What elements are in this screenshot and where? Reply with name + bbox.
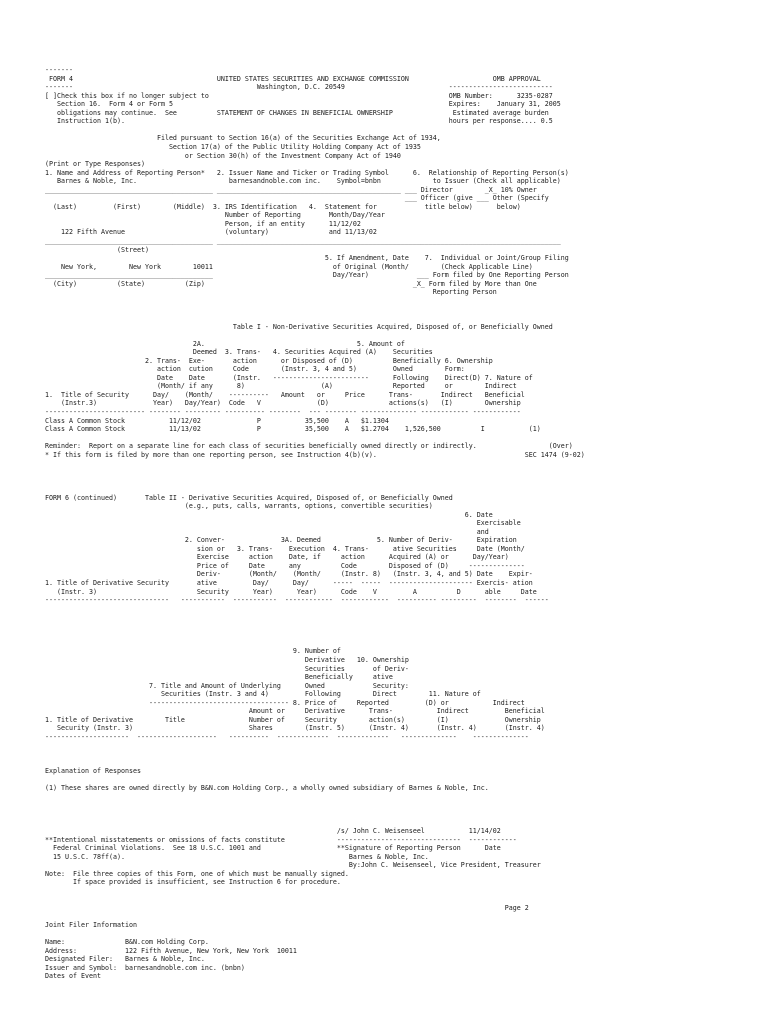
document-line: ___ Officer (give ___ Other (Specify (45, 194, 549, 203)
document-line: Section 17(a) of the Public Utility Holding Company Act of 1935 (45, 142, 421, 151)
document-line: Issuer and Symbol: barnesandnoble.com inc. (bnbn) (45, 963, 245, 972)
document-line: [ ]Check this box if no longer subject to OMB Number: 3235-0287 (45, 91, 553, 100)
document-line: Date Date (Instr. ------------------------ Following Direct(D) 7. Nature of (45, 373, 533, 382)
document-line: 9. Number of (45, 647, 341, 656)
document-line: action cution Code (Instr. 3, 4 and 5) Owned Form: (45, 365, 465, 374)
document-line: ------- Washington, D.C. 20549 -------------------------- (45, 83, 553, 92)
document-line: 1. Title of Derivative Security ative Day/ Day/ ----- ----- --------------------- Exercis- ation (45, 579, 533, 587)
document-line: Exercise action Date, if action Acquired (A) or Day/Year) (45, 553, 509, 562)
document-line: Designated Filer: Barnes & Noble, Inc. (45, 955, 205, 964)
document-line: FORM 6 (continued) Table II - Derivative Securities Acquired, Disposed of, or Beneficially Owned (45, 493, 453, 502)
document-line: (Instr.3) Year) Day/Year) Code V (D) actions(s) (I) Ownership (45, 399, 521, 408)
document-line: 122 Fifth Avenue (voluntary) and 11/13/02 (45, 228, 377, 237)
document-line: 2. Conver- 3A. Deemed 5. Number of Deriv- Expiration (45, 536, 517, 545)
document-line: Beneficially ative (45, 673, 393, 682)
document-line: /s/ John C. Weisenseel 11/14/02 (45, 826, 501, 835)
document-line: 1. Title of Security Day/ (Month/ ---------- Amount or Price Trans- Indirect Beneficial (45, 390, 525, 399)
document-line: obligations may continue. See STATEMENT OF CHANGES IN BENEFICIAL OWNERSHIP Estimated average burden (45, 108, 549, 117)
document-line: 2. Trans- Exe- action or Disposed of (D) Beneficially 6. Ownership (45, 356, 493, 365)
document-line: Joint Filer Information (45, 921, 137, 929)
document-line: Amount or Derivative Trans- Indirect Beneficial (45, 707, 545, 716)
document-line: Federal Criminal Violations. See 18 U.S.C. 1001 and **Signature of Reporting Person Date (45, 844, 501, 853)
document-line: Note: File three copies of this Form, one of which must be manually signed. (45, 869, 349, 878)
document-line: __________________________________________ ______________________________________________ ___ Director _X_ 10% Owner (45, 185, 537, 194)
document-line: Person, if an entity 11/12/02 (45, 219, 361, 228)
document-line: (1) These shares are owned directly by B&N.com Holding Corp., a wholly owned subsidiary of Barnes & Noble, Inc. (45, 784, 489, 793)
document-line: **Intentional misstatements or omissions of facts constitute ------------------------------- ------------ (45, 835, 517, 844)
document-line: Derivative 10. Ownership (45, 655, 409, 664)
document-line: By:John C. Weisenseel, Vice President, Treasurer (45, 861, 541, 870)
document-line: ------- (45, 66, 73, 74)
document-line: Class A Common Stock 11/13/02 P 35,500 A $1.2704 1,526,500 I (1) (45, 425, 541, 434)
document-line: * If this form is filed by more than one reporting person, see Instruction 4(b)(v). SEC 1474 (9-02) (45, 450, 585, 459)
document-line: Filed pursuant to Section 16(a) of the Securities Exchange Act of 1934, (45, 134, 441, 143)
document-line: 1. Name and Address of Reporting Person* 2. Issuer Name and Ticker or Trading Symbol 6. Relationship of Reporting Person(s) (45, 168, 569, 177)
document-line: Deemed 3. Trans- 4. Securities Acquired (A) Securities (45, 348, 433, 357)
document-line: sion or 3. Trans- Execution 4. Trans- ative Securities Date (Month/ (45, 544, 525, 553)
document-line: Security (Instr. 3) Shares (Instr. 5) (Instr. 4) (Instr. 4) (Instr. 4) (45, 724, 545, 733)
document-line: (e.g., puts, calls, warrants, options, convertible securities) (45, 502, 433, 511)
document-line: (Last) (First) (Middle) 3. IRS Identification 4. Statement for title below) below) (45, 202, 521, 211)
document-line: ----------------------------------- 8. Price of Reported (D) or Indirect (45, 698, 525, 707)
document-line: __________________________________________ Day/Year) ___ Form filed by One Reporting Person (45, 271, 569, 280)
document-line: Name: B&N.com Holding Corp. (45, 938, 209, 947)
document-line: Dates of Event (45, 972, 101, 981)
document-line: (Month/ if any 8) (A) Reported or Indirect (45, 382, 517, 391)
document-line: (Instr. 3) Security Year) Year) Code V A D able Date (45, 587, 537, 596)
document-line: Number of Reporting Month/Day/Year (45, 211, 385, 220)
document-line: Table I - Non-Derivative Securities Acquired, Disposed of, or Beneficially Owned (45, 322, 553, 331)
document-line: Securities of Deriv- (45, 664, 409, 673)
document-line: Address: 122 Fifth Avenue, New York, New York 10011 (45, 946, 297, 955)
document-line: 6. Date (45, 510, 493, 519)
document-line: (Print or Type Responses) (45, 160, 145, 169)
document-line: 1. Title of Derivative Title Number of Security action(s) (I) Ownership (45, 715, 541, 724)
document-line: Deriv- (Month/ (Month/ (Instr. 8) (Instr. 3, 4, and 5) Date Expir- (45, 570, 533, 579)
document-line: ------------------------------- ----------- ----------- ------------ ------------ ---------- --------- -------- ------ (45, 596, 549, 605)
document-line: 7. Title and Amount of Underlying Owned Security: (45, 681, 409, 690)
document-line: Page 2 (45, 903, 529, 912)
document-line: (Street) (45, 245, 149, 254)
document-line: Instruction 1(b). hours per response.... 0.5 (45, 117, 553, 126)
document-line: Price of Date any Code Disposed of (D) -------------- (45, 561, 525, 570)
document-line: Reminder: Report on a separate line for each class of securities beneficially owned directly or indirectly. (Over) (45, 442, 573, 451)
document-line: New York, New York 10011 of Original (Month/ (Check Applicable Line) (45, 262, 533, 271)
document-line: __________________________________________ ______________________________________________________________________________________ (45, 237, 561, 245)
document-line: Explanation of Responses (45, 767, 141, 776)
document-line: and (45, 527, 489, 536)
document-line: or Section 30(h) of the Investment Company Act of 1940 (45, 151, 401, 160)
document-line: Exercisable (45, 519, 521, 528)
document-line: Section 16. Form 4 or Form 5 Expires: January 31, 2005 (45, 100, 561, 109)
document-line: Class A Common Stock 11/12/02 P 35,500 A $1.1304 (45, 416, 389, 425)
document-line: 5. If Amendment, Date 7. Individual or Joint/Group Filing (45, 254, 569, 263)
document-line: 2A. 5. Amount of (45, 339, 405, 348)
document-line: (City) (State) (Zip) _X_ Form filed by More than One (45, 279, 537, 288)
document-line: Barnes & Noble, Inc. barnesandnoble.com inc. Symbol=bnbn to Issuer (Check all applicable) (45, 177, 561, 186)
document-line: Securities (Instr. 3 and 4) Following Direct 11. Nature of (45, 690, 481, 699)
document-line: --------------------- -------------------- ---------- ------------- ------------- -------------- -------------- (45, 732, 529, 741)
document-line: 15 U.S.C. 78ff(a). Barnes & Noble, Inc. (45, 852, 429, 861)
document-line: ------------------------- -------- --------- ---------- -------- --- -------- -------------- ------------ ------------ (45, 408, 521, 416)
document-line: If space provided is insufficient, see Instruction 6 for procedure. (45, 878, 341, 887)
document-line: FORM 4 UNITED STATES SECURITIES AND EXCHANGE COMMISSION OMB APPROVAL (45, 74, 541, 83)
document-line: Reporting Person (45, 288, 497, 297)
